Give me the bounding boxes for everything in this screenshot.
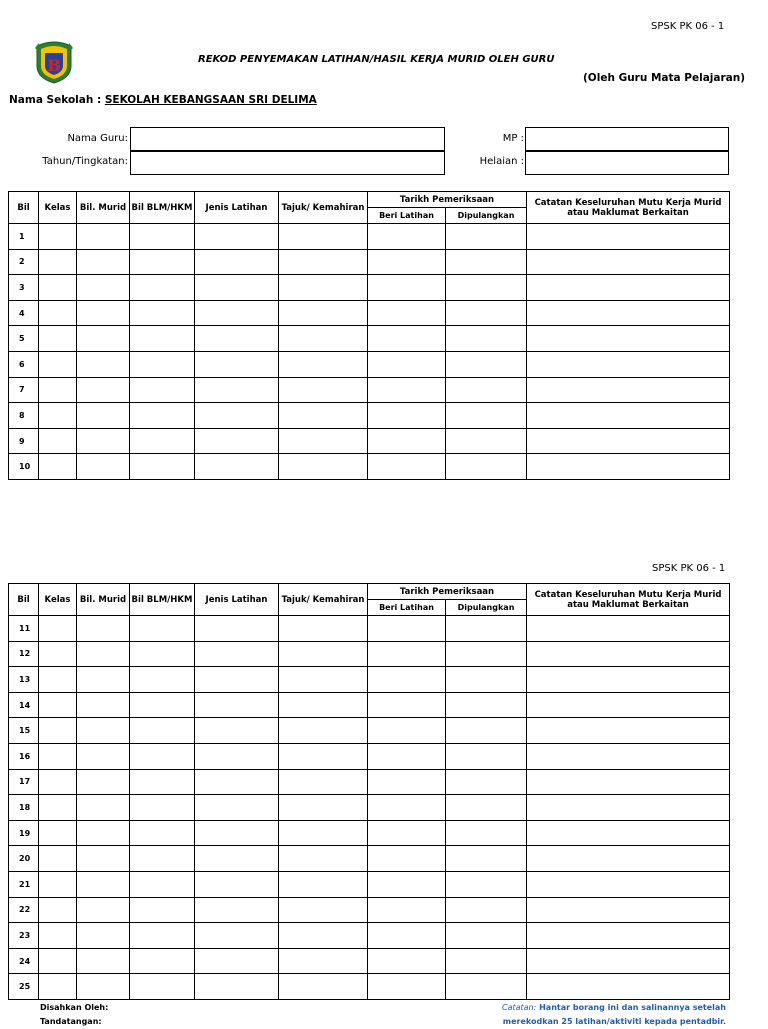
- bil-blm-cell[interactable]: [130, 300, 195, 326]
- dipulangkan-cell[interactable]: [446, 454, 527, 480]
- tajuk-cell[interactable]: [279, 667, 368, 693]
- catatan-cell[interactable]: [527, 641, 730, 667]
- catatan-cell[interactable]: [527, 820, 730, 846]
- catatan-cell[interactable]: [527, 974, 730, 1000]
- jenis-latihan-cell[interactable]: [195, 846, 279, 872]
- tajuk-cell[interactable]: [279, 616, 368, 642]
- header-jenis-latihan: Jenis Latihan: [195, 192, 279, 224]
- jenis-latihan-cell[interactable]: [195, 948, 279, 974]
- bil-murid-cell[interactable]: [77, 718, 130, 744]
- kelas-cell[interactable]: [39, 923, 77, 949]
- bil-murid-cell[interactable]: [77, 326, 130, 352]
- tajuk-cell[interactable]: [279, 249, 368, 275]
- jenis-latihan-cell[interactable]: [195, 667, 279, 693]
- row-number: 9: [9, 428, 39, 454]
- header-bil-murid: Bil. Murid: [77, 192, 130, 224]
- catatan-cell[interactable]: [527, 846, 730, 872]
- bil-murid-cell[interactable]: [77, 377, 130, 403]
- kelas-cell[interactable]: [39, 769, 77, 795]
- table-row: [9, 428, 730, 454]
- kelas-cell[interactable]: [39, 428, 77, 454]
- jenis-latihan-cell[interactable]: [195, 351, 279, 377]
- bil-murid-cell[interactable]: [77, 275, 130, 301]
- helaian-field[interactable]: [525, 151, 729, 175]
- bil-murid-cell[interactable]: [77, 948, 130, 974]
- catatan-note-label: Catatan:: [501, 1003, 537, 1012]
- table-row: [9, 820, 730, 846]
- jenis-latihan-cell[interactable]: [195, 718, 279, 744]
- bil-blm-cell[interactable]: [130, 718, 195, 744]
- table-row: [9, 743, 730, 769]
- jenis-latihan-cell[interactable]: [195, 377, 279, 403]
- table-row: [9, 641, 730, 667]
- bil-murid-cell[interactable]: [77, 897, 130, 923]
- header-beri-latihan: Beri Latihan: [368, 208, 446, 224]
- bil-blm-cell[interactable]: [130, 769, 195, 795]
- row-number: 20: [9, 846, 39, 872]
- catatan-cell[interactable]: [527, 743, 730, 769]
- nama-guru-field[interactable]: [130, 127, 445, 151]
- table-row: [9, 403, 730, 429]
- row-number: 12: [9, 641, 39, 667]
- row-number: 15: [9, 718, 39, 744]
- tajuk-cell[interactable]: [279, 846, 368, 872]
- tajuk-cell[interactable]: [279, 743, 368, 769]
- helaian-label: Helaian :: [479, 156, 524, 167]
- beri-latihan-cell[interactable]: [368, 300, 446, 326]
- table-row: [9, 667, 730, 693]
- tandatangan-label: Tandatangan:: [40, 1017, 102, 1026]
- catatan-note: [500, 1001, 726, 1029]
- dipulangkan-cell[interactable]: [446, 692, 527, 718]
- header-tajuk-kemahiran: Tajuk/ Kemahiran: [279, 584, 368, 616]
- tajuk-cell[interactable]: [279, 948, 368, 974]
- header-bil: Bil: [9, 584, 39, 616]
- dipulangkan-cell[interactable]: [446, 377, 527, 403]
- row-number: 22: [9, 897, 39, 923]
- table-row: [9, 718, 730, 744]
- dipulangkan-cell[interactable]: [446, 641, 527, 667]
- jenis-latihan-cell[interactable]: [195, 326, 279, 352]
- jenis-latihan-cell[interactable]: [195, 616, 279, 642]
- catatan-cell[interactable]: [527, 795, 730, 821]
- beri-latihan-cell[interactable]: [368, 351, 446, 377]
- table-row: [9, 846, 730, 872]
- school-name: SEKOLAH KEBANGSAAN SRI DELIMA: [104, 94, 317, 106]
- bil-blm-cell[interactable]: [130, 692, 195, 718]
- catatan-cell[interactable]: [527, 300, 730, 326]
- bil-blm-cell[interactable]: [130, 377, 195, 403]
- mp-label: MP :: [502, 133, 524, 144]
- school-label: Nama Sekolah :: [9, 94, 105, 106]
- table-row: [9, 454, 730, 480]
- kelas-cell[interactable]: [39, 454, 77, 480]
- dipulangkan-cell[interactable]: [446, 718, 527, 744]
- bil-murid-cell[interactable]: [77, 769, 130, 795]
- tajuk-cell[interactable]: [279, 923, 368, 949]
- beri-latihan-cell[interactable]: [368, 769, 446, 795]
- table-row: [9, 249, 730, 275]
- bil-murid-cell[interactable]: [77, 616, 130, 642]
- tajuk-cell[interactable]: [279, 403, 368, 429]
- bil-murid-cell[interactable]: [77, 300, 130, 326]
- tajuk-cell[interactable]: [279, 275, 368, 301]
- table-row: [9, 948, 730, 974]
- catatan-cell[interactable]: [527, 351, 730, 377]
- header-kelas: Kelas: [39, 192, 77, 224]
- table-row: [9, 224, 730, 250]
- dipulangkan-cell[interactable]: [446, 897, 527, 923]
- jenis-latihan-cell[interactable]: [195, 275, 279, 301]
- dipulangkan-cell[interactable]: [446, 743, 527, 769]
- row-number: 19: [9, 820, 39, 846]
- tahun-tingkatan-label: Tahun/Tingkatan:: [42, 156, 128, 167]
- table-row: [9, 769, 730, 795]
- bil-murid-cell[interactable]: [77, 871, 130, 897]
- kelas-cell[interactable]: [39, 377, 77, 403]
- beri-latihan-cell[interactable]: [368, 948, 446, 974]
- beri-latihan-cell[interactable]: [368, 377, 446, 403]
- jenis-latihan-cell[interactable]: [195, 224, 279, 250]
- svg-text:B: B: [47, 56, 61, 75]
- table-row: [9, 692, 730, 718]
- mp-field[interactable]: [525, 127, 729, 151]
- beri-latihan-cell[interactable]: [368, 743, 446, 769]
- header-catatan: Catatan Keseluruhan Mutu Kerja Murid atau Maklumat Berkaitan: [527, 192, 730, 224]
- catatan-cell[interactable]: [527, 667, 730, 693]
- jenis-latihan-cell[interactable]: [195, 897, 279, 923]
- dipulangkan-cell[interactable]: [446, 923, 527, 949]
- catatan-cell[interactable]: [527, 948, 730, 974]
- dipulangkan-cell[interactable]: [446, 871, 527, 897]
- catatan-cell[interactable]: [527, 871, 730, 897]
- row-number: 25: [9, 974, 39, 1000]
- row-number: 8: [9, 403, 39, 429]
- bil-blm-cell[interactable]: [130, 326, 195, 352]
- row-number: 3: [9, 275, 39, 301]
- catatan-cell[interactable]: [527, 897, 730, 923]
- dipulangkan-cell[interactable]: [446, 428, 527, 454]
- catatan-note-line2: merekodkan 25 latihan/aktiviti kepada pentadbir.: [502, 1017, 726, 1026]
- table-row: [9, 377, 730, 403]
- catatan-cell[interactable]: [527, 428, 730, 454]
- tajuk-cell[interactable]: [279, 641, 368, 667]
- row-number: 21: [9, 871, 39, 897]
- table-row: [9, 897, 730, 923]
- header-bil: Bil: [9, 192, 39, 224]
- dipulangkan-cell[interactable]: [446, 820, 527, 846]
- kelas-cell[interactable]: [39, 300, 77, 326]
- table-row: [9, 351, 730, 377]
- tahun-tingkatan-field[interactable]: [130, 151, 445, 175]
- catatan-cell[interactable]: [527, 403, 730, 429]
- tajuk-cell[interactable]: [279, 974, 368, 1000]
- bil-murid-cell[interactable]: [77, 846, 130, 872]
- dipulangkan-cell[interactable]: [446, 224, 527, 250]
- beri-latihan-cell[interactable]: [368, 249, 446, 275]
- dipulangkan-cell[interactable]: [446, 351, 527, 377]
- row-number: 2: [9, 249, 39, 275]
- header-bil-murid: Bil. Murid: [77, 584, 130, 616]
- row-number: 14: [9, 692, 39, 718]
- beri-latihan-cell[interactable]: [368, 641, 446, 667]
- form-code: SPSK PK 06 - 1: [651, 21, 725, 32]
- header-kelas: Kelas: [39, 584, 77, 616]
- jenis-latihan-cell[interactable]: [195, 820, 279, 846]
- approval-block: [40, 1001, 108, 1029]
- catatan-cell[interactable]: [527, 923, 730, 949]
- kelas-cell[interactable]: [39, 948, 77, 974]
- beri-latihan-cell[interactable]: [368, 897, 446, 923]
- kelas-cell[interactable]: [39, 403, 77, 429]
- tajuk-cell[interactable]: [279, 351, 368, 377]
- beri-latihan-cell[interactable]: [368, 326, 446, 352]
- catatan-cell[interactable]: [527, 326, 730, 352]
- kelas-cell[interactable]: [39, 795, 77, 821]
- dipulangkan-cell[interactable]: [446, 403, 527, 429]
- bil-murid-cell[interactable]: [77, 974, 130, 1000]
- bil-murid-cell[interactable]: [77, 351, 130, 377]
- jenis-latihan-cell[interactable]: [195, 795, 279, 821]
- beri-latihan-cell[interactable]: [368, 428, 446, 454]
- catatan-cell[interactable]: [527, 616, 730, 642]
- kelas-cell[interactable]: [39, 641, 77, 667]
- bil-blm-cell[interactable]: [130, 275, 195, 301]
- bil-murid-cell[interactable]: [77, 923, 130, 949]
- jenis-latihan-cell[interactable]: [195, 300, 279, 326]
- bil-blm-cell[interactable]: [130, 923, 195, 949]
- jenis-latihan-cell[interactable]: [195, 249, 279, 275]
- beri-latihan-cell[interactable]: [368, 923, 446, 949]
- row-number: 5: [9, 326, 39, 352]
- bil-blm-cell[interactable]: [130, 403, 195, 429]
- dipulangkan-cell[interactable]: [446, 249, 527, 275]
- row-number: 7: [9, 377, 39, 403]
- kelas-cell[interactable]: [39, 871, 77, 897]
- kelas-cell[interactable]: [39, 718, 77, 744]
- tajuk-cell[interactable]: [279, 454, 368, 480]
- beri-latihan-cell[interactable]: [368, 667, 446, 693]
- bil-murid-cell[interactable]: [77, 641, 130, 667]
- row-number: 11: [9, 616, 39, 642]
- catatan-note-line1: Hantar borang ini dan salinannya setelah: [536, 1003, 726, 1012]
- bil-murid-cell[interactable]: [77, 667, 130, 693]
- beri-latihan-cell[interactable]: [368, 403, 446, 429]
- record-table-2: [8, 583, 730, 1000]
- tajuk-cell[interactable]: [279, 692, 368, 718]
- dipulangkan-cell[interactable]: [446, 300, 527, 326]
- row-number: 17: [9, 769, 39, 795]
- dipulangkan-cell[interactable]: [446, 769, 527, 795]
- kelas-cell[interactable]: [39, 326, 77, 352]
- jenis-latihan-cell[interactable]: [195, 641, 279, 667]
- kelas-cell[interactable]: [39, 692, 77, 718]
- catatan-cell[interactable]: [527, 769, 730, 795]
- row-number: 24: [9, 948, 39, 974]
- header-jenis-latihan: Jenis Latihan: [195, 584, 279, 616]
- jenis-latihan-cell[interactable]: [195, 871, 279, 897]
- dipulangkan-cell[interactable]: [446, 275, 527, 301]
- tajuk-cell[interactable]: [279, 871, 368, 897]
- bil-blm-cell[interactable]: [130, 351, 195, 377]
- beri-latihan-cell[interactable]: [368, 974, 446, 1000]
- header-dipulangkan: Dipulangkan: [446, 208, 527, 224]
- tajuk-cell[interactable]: [279, 795, 368, 821]
- beri-latihan-cell[interactable]: [368, 616, 446, 642]
- row-number: 16: [9, 743, 39, 769]
- row-number: 1: [9, 224, 39, 250]
- bil-blm-cell[interactable]: [130, 454, 195, 480]
- table-row: [9, 974, 730, 1000]
- row-number: 10: [9, 454, 39, 480]
- catatan-cell[interactable]: [527, 275, 730, 301]
- tajuk-cell[interactable]: [279, 428, 368, 454]
- form-code-page2: SPSK PK 06 - 1: [652, 563, 726, 574]
- beri-latihan-cell[interactable]: [368, 820, 446, 846]
- header-tarikh-pemeriksaan: Tarikh Pemeriksaan: [368, 192, 527, 208]
- table-row: [9, 923, 730, 949]
- tajuk-cell[interactable]: [279, 326, 368, 352]
- kelas-cell[interactable]: [39, 743, 77, 769]
- dipulangkan-cell[interactable]: [446, 667, 527, 693]
- tajuk-cell[interactable]: [279, 897, 368, 923]
- bil-blm-cell[interactable]: [130, 820, 195, 846]
- jenis-latihan-cell[interactable]: [195, 428, 279, 454]
- beri-latihan-cell[interactable]: [368, 224, 446, 250]
- dipulangkan-cell[interactable]: [446, 948, 527, 974]
- header-catatan: Catatan Keseluruhan Mutu Kerja Murid atau Maklumat Berkaitan: [527, 584, 730, 616]
- tajuk-cell[interactable]: [279, 377, 368, 403]
- disahkan-oleh-label: Disahkan Oleh:: [40, 1003, 109, 1012]
- kelas-cell[interactable]: [39, 616, 77, 642]
- school-name-row: [9, 94, 317, 106]
- bil-murid-cell[interactable]: [77, 795, 130, 821]
- bil-murid-cell[interactable]: [77, 249, 130, 275]
- jenis-latihan-cell[interactable]: [195, 692, 279, 718]
- bil-blm-cell[interactable]: [130, 795, 195, 821]
- jenis-latihan-cell[interactable]: [195, 769, 279, 795]
- bil-murid-cell[interactable]: [77, 224, 130, 250]
- dipulangkan-cell[interactable]: [446, 974, 527, 1000]
- catatan-cell[interactable]: [527, 718, 730, 744]
- school-crest-logo: [33, 40, 75, 84]
- dipulangkan-cell[interactable]: [446, 795, 527, 821]
- bil-blm-cell[interactable]: [130, 667, 195, 693]
- row-number: 6: [9, 351, 39, 377]
- jenis-latihan-cell[interactable]: [195, 974, 279, 1000]
- row-number: 13: [9, 667, 39, 693]
- tajuk-cell[interactable]: [279, 224, 368, 250]
- beri-latihan-cell[interactable]: [368, 795, 446, 821]
- bil-murid-cell[interactable]: [77, 454, 130, 480]
- beri-latihan-cell[interactable]: [368, 275, 446, 301]
- jenis-latihan-cell[interactable]: [195, 454, 279, 480]
- beri-latihan-cell[interactable]: [368, 454, 446, 480]
- table-row: [9, 795, 730, 821]
- table-row: [9, 275, 730, 301]
- beri-latihan-cell[interactable]: [368, 692, 446, 718]
- tajuk-cell[interactable]: [279, 820, 368, 846]
- jenis-latihan-cell[interactable]: [195, 403, 279, 429]
- nama-guru-label: Nama Guru:: [67, 133, 128, 144]
- beri-latihan-cell[interactable]: [368, 871, 446, 897]
- bil-blm-cell[interactable]: [130, 897, 195, 923]
- bil-murid-cell[interactable]: [77, 692, 130, 718]
- dipulangkan-cell[interactable]: [446, 326, 527, 352]
- bil-blm-cell[interactable]: [130, 641, 195, 667]
- table-row: [9, 300, 730, 326]
- bil-blm-cell[interactable]: [130, 428, 195, 454]
- catatan-cell[interactable]: [527, 692, 730, 718]
- bil-blm-cell[interactable]: [130, 948, 195, 974]
- form-subtitle: (Oleh Guru Mata Pelajaran): [583, 72, 745, 84]
- bil-blm-cell[interactable]: [130, 871, 195, 897]
- bil-blm-cell[interactable]: [130, 224, 195, 250]
- tajuk-cell[interactable]: [279, 718, 368, 744]
- kelas-cell[interactable]: [39, 974, 77, 1000]
- bil-murid-cell[interactable]: [77, 428, 130, 454]
- catatan-cell[interactable]: [527, 454, 730, 480]
- dipulangkan-cell[interactable]: [446, 616, 527, 642]
- bil-blm-cell[interactable]: [130, 743, 195, 769]
- beri-latihan-cell[interactable]: [368, 718, 446, 744]
- kelas-cell[interactable]: [39, 897, 77, 923]
- kelas-cell[interactable]: [39, 275, 77, 301]
- header-bil-blm-hkm: Bil BLM/HKM: [130, 192, 195, 224]
- bil-murid-cell[interactable]: [77, 743, 130, 769]
- jenis-latihan-cell[interactable]: [195, 743, 279, 769]
- catatan-cell[interactable]: [527, 377, 730, 403]
- bil-blm-cell[interactable]: [130, 846, 195, 872]
- kelas-cell[interactable]: [39, 249, 77, 275]
- kelas-cell[interactable]: [39, 351, 77, 377]
- bil-murid-cell[interactable]: [77, 820, 130, 846]
- catatan-cell[interactable]: [527, 249, 730, 275]
- header-tajuk-kemahiran: Tajuk/ Kemahiran: [279, 192, 368, 224]
- form-title: REKOD PENYEMAKAN LATIHAN/HASIL KERJA MURID OLEH GURU: [198, 54, 555, 65]
- bil-blm-cell[interactable]: [130, 249, 195, 275]
- bil-murid-cell[interactable]: [77, 403, 130, 429]
- record-table-1: [8, 191, 730, 480]
- header-bil-blm-hkm: Bil BLM/HKM: [130, 584, 195, 616]
- dipulangkan-cell[interactable]: [446, 846, 527, 872]
- table-row: [9, 326, 730, 352]
- tajuk-cell[interactable]: [279, 769, 368, 795]
- catatan-cell[interactable]: [527, 224, 730, 250]
- kelas-cell[interactable]: [39, 224, 77, 250]
- kelas-cell[interactable]: [39, 667, 77, 693]
- header-dipulangkan: Dipulangkan: [446, 600, 527, 616]
- beri-latihan-cell[interactable]: [368, 846, 446, 872]
- table-row: [9, 871, 730, 897]
- table-row: [9, 616, 730, 642]
- row-number: 23: [9, 923, 39, 949]
- header-beri-latihan: Beri Latihan: [368, 600, 446, 616]
- header-tarikh-pemeriksaan: Tarikh Pemeriksaan: [368, 584, 527, 600]
- bil-blm-cell[interactable]: [130, 974, 195, 1000]
- jenis-latihan-cell[interactable]: [195, 923, 279, 949]
- tajuk-cell[interactable]: [279, 300, 368, 326]
- bil-blm-cell[interactable]: [130, 616, 195, 642]
- kelas-cell[interactable]: [39, 820, 77, 846]
- row-number: 4: [9, 300, 39, 326]
- kelas-cell[interactable]: [39, 846, 77, 872]
- row-number: 18: [9, 795, 39, 821]
